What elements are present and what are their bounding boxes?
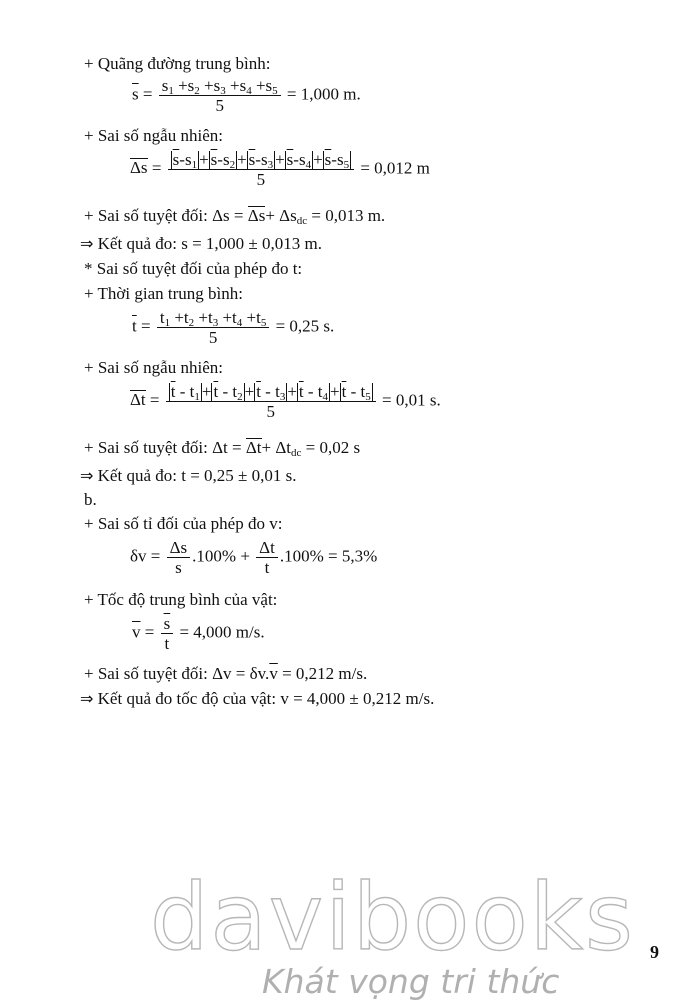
line-random-error-t-heading: + Sai số ngẫu nhiên: bbox=[84, 358, 223, 377]
fraction-denominator: 5 bbox=[215, 96, 224, 115]
formula-avg-time: $\overline{t}$ = $\frac{t_1 +t_2 +t_3 +t_4 +t_5}{5}$ = 0,25 s. bbox=[132, 308, 335, 347]
line-avg-distance-heading: + Quãng đường trung bình: bbox=[84, 54, 271, 73]
fraction-denominator: 5 bbox=[208, 328, 218, 347]
formula-result: = 0,25 s. bbox=[275, 316, 335, 336]
watermark-slogan: Khát vọng tri thức bbox=[262, 962, 560, 1001]
formula-fraction bbox=[256, 538, 278, 577]
formula-result: = 4,000 m/s. bbox=[179, 622, 265, 642]
formula-avg-distance bbox=[132, 76, 361, 115]
formula-fraction bbox=[159, 76, 281, 115]
line-result-v: ⇒ Kết quả đo tốc độ của vật: v = 4,000 ± 0,212 m/s. bbox=[80, 689, 435, 708]
formula-equals: = bbox=[151, 158, 162, 178]
fraction-numerator: $t_1 +t_2 +t_3 +t_4 +t_5$ bbox=[157, 308, 269, 328]
formula-random-error-s bbox=[130, 150, 430, 189]
fraction-numerator: $\overline{t} - t_1 + \overline{t} - t_2 + \overline{t} - t_3 + \overline{t} - t_4 + \overline{t} - t_5$ bbox=[166, 382, 376, 402]
formula-symbol: $\overline{s}$ bbox=[132, 84, 139, 104]
line-absolute-error-s: + Sai số tuyệt đối: $\Delta s = \Delta s+ \Delta s_{dc} = 0,013$ m. bbox=[84, 206, 386, 227]
fraction-numerator: Δs bbox=[167, 538, 191, 558]
implies-arrow-icon: ⇒ bbox=[80, 689, 94, 708]
line-result-s: ⇒ Kết quả đo: s = 1,000 ± 0,013 m. bbox=[80, 234, 322, 253]
formula-result: = 0,012 m bbox=[360, 158, 430, 178]
formula-symbol: Δt bbox=[130, 390, 146, 410]
formula-fraction bbox=[167, 538, 191, 577]
formula-fraction bbox=[166, 382, 376, 421]
implies-arrow-icon: ⇒ bbox=[80, 234, 94, 253]
formula-symbol: $\overline{v}$ bbox=[132, 622, 141, 642]
line-avg-time-heading: + Thời gian trung bình: bbox=[84, 284, 243, 303]
formula-fraction bbox=[161, 614, 174, 653]
formula-equals: = bbox=[142, 84, 153, 104]
formula-relative-error-v: δv = $\frac{\Delta s}{s}$ .100% + $\frac{\Delta t}{t}$ .100% = 5,3% bbox=[130, 538, 378, 577]
formula-fraction bbox=[157, 308, 269, 347]
section-label-b: b. bbox=[84, 490, 97, 509]
watermark-brand: davibooks bbox=[150, 864, 635, 971]
line-random-error-heading: + Sai số ngẫu nhiên: bbox=[84, 126, 223, 145]
fraction-denominator: t bbox=[264, 558, 270, 577]
fraction-numerator: $\overline{s}-s_1 + \overline{s}-s_2 + \overline{s}-s_3 + \overline{s}-s_4 + \overline{s}-s_5$ bbox=[168, 150, 354, 170]
formula-random-error-t: Δt = $\frac{\overline{t} - t_1 + \overline{t} - t_2 + \overline{t} - t_3 + \overline{t} - t_4 + \overline{t} - t_5}{5}$ = 0,01 s. bbox=[130, 382, 441, 421]
fraction-denominator: 5 bbox=[266, 402, 275, 421]
fraction-numerator: Δt bbox=[256, 538, 278, 558]
formula-symbol: Δs bbox=[130, 158, 148, 178]
fraction-denominator: s bbox=[175, 558, 182, 577]
fraction-numerator: $s_1 +s_2 +s_3 +s_4 +s_5$ bbox=[159, 76, 281, 96]
line-absolute-error-t: + Sai số tuyệt đối: $\Delta t = \Delta t+ \Delta t_{dc} = 0,02$ s bbox=[84, 438, 361, 459]
formula-symbol: $\overline{t}$ bbox=[132, 316, 137, 336]
formula-fraction bbox=[168, 150, 354, 189]
formula-result: = 0,01 s. bbox=[382, 390, 441, 410]
implies-arrow-icon: ⇒ bbox=[80, 466, 94, 485]
fraction-denominator: 5 bbox=[256, 170, 266, 189]
formula-result: = 1,000 m. bbox=[286, 84, 361, 104]
formula-avg-speed: $\overline{v}$ = $\frac{\overline{s}}{t}$ = 4,000 m/s. bbox=[132, 614, 265, 653]
line-relative-error-heading: + Sai số tỉ đối của phép đo v: bbox=[84, 514, 283, 533]
line-result-t: ⇒ Kết quả đo: t = 0,25 ± 0,01 s. bbox=[80, 466, 297, 485]
page-number: 9 bbox=[650, 942, 659, 962]
line-absolute-error-v: + Sai số tuyệt đối: $\Delta v = \delta v.\overline{v} = 0,212$ m/s. bbox=[84, 664, 368, 683]
fraction-denominator: t bbox=[164, 634, 170, 653]
line-t-heading: * Sai số tuyệt đối của phép đo t: bbox=[84, 259, 303, 278]
line-avg-speed-heading: + Tốc độ trung bình của vật: bbox=[84, 590, 278, 609]
fraction-numerator: $\overline{s}$ bbox=[161, 614, 174, 634]
